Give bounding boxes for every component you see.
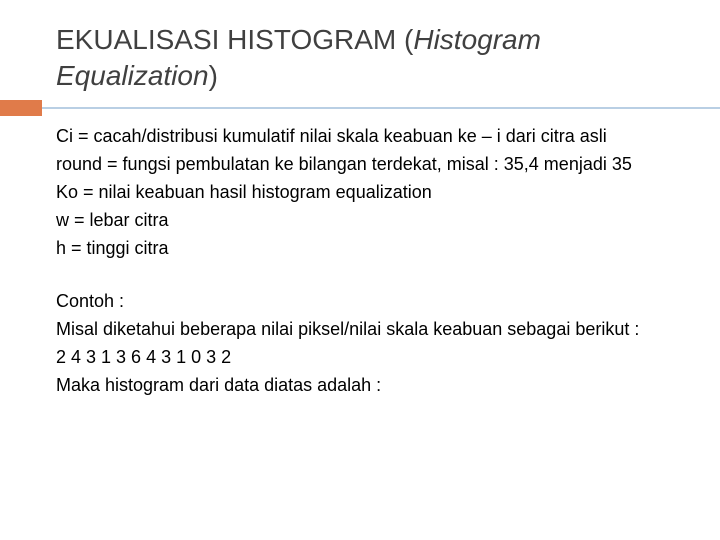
paragraph-gap [56, 266, 696, 291]
definition-ci: Ci = cacah/distribusi kumulatif nilai skala keabuan ke – i dari citra asli [56, 126, 607, 146]
definition-h: h = tinggi citra [56, 238, 169, 258]
definition-w: w = lebar citra [56, 210, 169, 230]
example-conclusion: Maka histogram dari data diatas adalah : [56, 375, 382, 395]
example-heading: Contoh : [56, 291, 125, 311]
title-divider [42, 107, 720, 109]
slide-title [56, 22, 686, 94]
accent-block [0, 100, 42, 116]
title-italic: Histogram Equalization [56, 24, 541, 91]
example-pixel-values: 2 4 3 1 3 6 4 3 1 0 3 2 [56, 347, 232, 367]
title-main: EKUALISASI HISTOGRAM ( [56, 24, 414, 55]
example-description: Misal diketahui beberapa nilai piksel/nilai skala keabuan sebagai berikut : [56, 319, 640, 339]
title-close: ) [208, 60, 218, 91]
definition-ko: Ko = nilai keabuan hasil histogram equalization [56, 182, 432, 202]
slide-body [56, 126, 696, 403]
definition-round: round = fungsi pembulatan ke bilangan terdekat, misal : 35,4 menjadi 35 [56, 154, 632, 174]
